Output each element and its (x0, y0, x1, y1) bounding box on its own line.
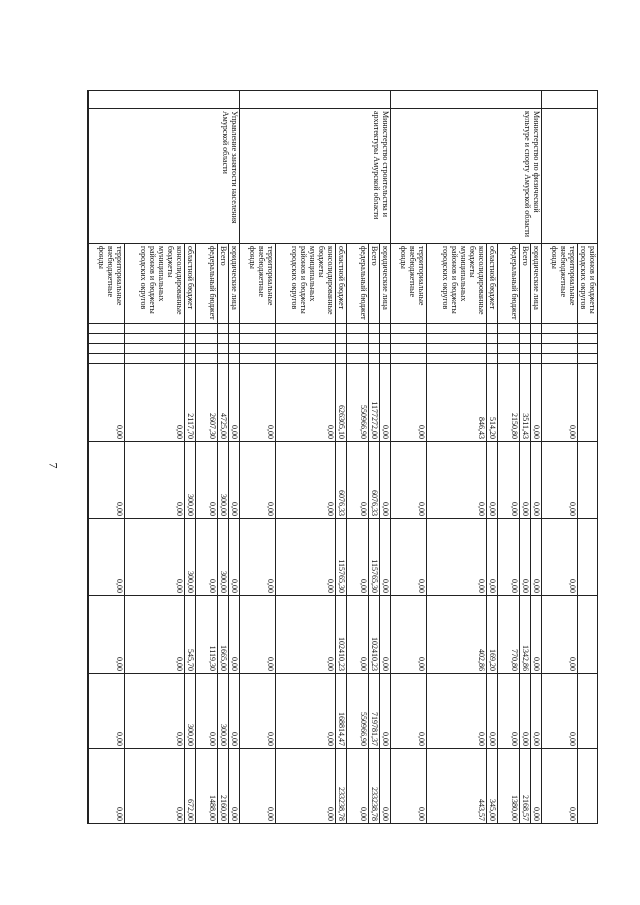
empty-narrow-cell (542, 334, 578, 344)
empty-narrow-cell (89, 334, 125, 344)
empty-narrow-cell (185, 344, 196, 354)
empty-narrow-cell (240, 324, 276, 334)
value-cell: 2150,80 (498, 364, 520, 442)
empty-narrow-cell (578, 344, 598, 354)
value-cell: 0,00 (531, 749, 542, 824)
value-cell: 0,00 (347, 442, 369, 519)
value-cell: 0,00 (380, 442, 391, 519)
value-cell: 0,00 (391, 442, 427, 519)
blank-cell (88, 91, 89, 109)
blank-cell (88, 324, 89, 334)
value-cell: 0,00 (89, 596, 125, 674)
empty-narrow-cell (218, 334, 229, 344)
empty-narrow-cell (125, 344, 185, 354)
empty-narrow-cell (520, 344, 531, 354)
value-cell: 0,00 (542, 749, 578, 824)
value-cell: 0,00 (427, 442, 487, 519)
value-cell: 514,20 (487, 364, 498, 442)
value-cell: 0,00 (380, 749, 391, 824)
empty-narrow-cell (229, 324, 240, 334)
value-cell: 1665,00 (218, 596, 229, 674)
value-cell: 0,00 (531, 442, 542, 519)
value-cell: 0,00 (542, 364, 578, 442)
empty-narrow-cell (391, 334, 427, 344)
value-cell: 300,00 (218, 442, 229, 519)
value-cell: 0,00 (89, 364, 125, 442)
empty-narrow-cell (520, 324, 531, 334)
empty-narrow-cell (369, 344, 380, 354)
value-cell: 0,00 (542, 519, 578, 596)
value-cell: 102410,23 (369, 596, 380, 674)
empty-narrow-cell (427, 324, 487, 334)
empty-narrow-cell (578, 354, 598, 364)
value-cell: 0,00 (125, 442, 185, 519)
empty-narrow-cell (542, 354, 578, 364)
table-row (531, 91, 542, 824)
value-cell: 0,00 (229, 364, 240, 442)
value-cell: 0,00 (380, 519, 391, 596)
blank-cell (88, 334, 89, 344)
empty-narrow-cell (196, 324, 218, 334)
value-cell: 0,00 (531, 364, 542, 442)
value-cell: 300,00 (185, 674, 196, 749)
funding-source-label: юридические лица (229, 244, 240, 324)
value-cell: 0,00 (276, 674, 336, 749)
empty-narrow-cell (487, 344, 498, 354)
value-cell: 2160,00 (218, 749, 229, 824)
empty-narrow-cell (240, 334, 276, 344)
funding-source-label: территориальные внебюджетные фонды (89, 244, 125, 324)
empty-narrow-cell (89, 354, 125, 364)
value-cell: 0,00 (196, 674, 218, 749)
value-cell: 846,43 (427, 364, 487, 442)
empty-narrow-cell (369, 324, 380, 334)
value-cell: 300,00 (185, 519, 196, 596)
value-cell: 0,00 (498, 674, 520, 749)
value-cell: 0,00 (487, 519, 498, 596)
value-cell: 0,00 (520, 519, 531, 596)
value-cell: 168814,47 (336, 674, 347, 749)
value-cell: 0,00 (531, 596, 542, 674)
empty-narrow-cell (578, 334, 598, 344)
empty-narrow-cell (125, 334, 185, 344)
value-cell: 0,00 (229, 749, 240, 824)
budget-table (87, 90, 598, 824)
funding-source-label: районов и бюджеты городских округов (578, 244, 598, 324)
empty-narrow-cell (196, 344, 218, 354)
row-index-cell (89, 91, 240, 109)
funding-source-label: юридические лица (380, 244, 391, 324)
funding-source-label: территориальные внебюджетные фонды (542, 244, 578, 324)
value-cell: 0,00 (487, 442, 498, 519)
empty-narrow-cell (336, 334, 347, 344)
empty-narrow-cell (276, 334, 336, 344)
empty-narrow-cell (347, 354, 369, 364)
value-cell: 0,00 (240, 749, 276, 824)
empty-narrow-cell (336, 344, 347, 354)
empty-narrow-cell (531, 344, 542, 354)
value-cell: 0,00 (276, 442, 336, 519)
value-cell: 0,00 (125, 596, 185, 674)
value-cell: 402,86 (427, 596, 487, 674)
funding-source-label: федеральный бюджет (347, 244, 369, 324)
value-cell: 0,00 (196, 442, 218, 519)
value-cell: 0,00 (240, 674, 276, 749)
blank-cell (88, 344, 89, 354)
value-cell: 0,00 (276, 519, 336, 596)
value-cell: 0,00 (542, 596, 578, 674)
value-cell: 0,00 (196, 519, 218, 596)
empty-narrow-cell (240, 354, 276, 364)
empty-narrow-cell (487, 354, 498, 364)
empty-narrow-cell (196, 334, 218, 344)
value-cell: 0,00 (380, 364, 391, 442)
value-cell: 1177272,00 (369, 364, 380, 442)
empty-narrow-cell (578, 324, 598, 334)
funding-source-label: Всего (218, 244, 229, 324)
empty-narrow-cell (369, 354, 380, 364)
value-cell: 1380,00 (498, 749, 520, 824)
empty-narrow-cell (487, 324, 498, 334)
value-cell: 1488,00 (196, 749, 218, 824)
value-cell: 233238,78 (336, 749, 347, 824)
empty-narrow-cell (498, 324, 520, 334)
empty-narrow-cell (89, 324, 125, 334)
empty-narrow-cell (125, 324, 185, 334)
value-cell: 233238,78 (369, 749, 380, 824)
table-row (380, 91, 391, 824)
table-row (578, 91, 598, 824)
table-row (229, 91, 240, 824)
value-cell: 0,00 (531, 519, 542, 596)
value-cell: 0,00 (531, 674, 542, 749)
value-cell (578, 596, 598, 674)
value-cell: 0,00 (347, 596, 369, 674)
value-cell: 0,00 (498, 519, 520, 596)
blank-cell (88, 442, 89, 519)
empty-narrow-cell (427, 344, 487, 354)
funding-source-label: территориальные внебюджетные фонды (391, 244, 427, 324)
funding-source-label: федеральный бюджет (196, 244, 218, 324)
value-cell: 550966,90 (347, 364, 369, 442)
empty-narrow-cell (229, 354, 240, 364)
empty-narrow-cell (427, 334, 487, 344)
value-cell: 300,00 (218, 674, 229, 749)
empty-narrow-cell (520, 354, 531, 364)
funding-source-label: областной бюджет (185, 244, 196, 324)
row-index-cell (391, 91, 542, 109)
empty-narrow-cell (196, 354, 218, 364)
blank-cell (88, 596, 89, 674)
value-cell (578, 442, 598, 519)
value-cell: 0,00 (276, 749, 336, 824)
funding-source-label: территориальные внебюджетные фонды (240, 244, 276, 324)
value-cell: 2117,70 (185, 364, 196, 442)
value-cell: 0,00 (276, 364, 336, 442)
blank-cell (88, 364, 89, 442)
empty-narrow-cell (498, 354, 520, 364)
empty-narrow-cell (347, 334, 369, 344)
table-row-blank (88, 91, 89, 824)
funding-source-label: областной бюджет (487, 244, 498, 324)
value-cell: 0,00 (89, 674, 125, 749)
value-cell: 0,00 (347, 519, 369, 596)
empty-narrow-cell (391, 344, 427, 354)
empty-narrow-cell (531, 324, 542, 334)
empty-narrow-cell (347, 324, 369, 334)
value-cell: 0,00 (89, 442, 125, 519)
value-cell (578, 364, 598, 442)
empty-narrow-cell (347, 344, 369, 354)
value-cell: 0,00 (380, 674, 391, 749)
value-cell: 300,00 (185, 442, 196, 519)
value-cell: 770,80 (498, 596, 520, 674)
value-cell: 672,00 (185, 749, 196, 824)
empty-narrow-cell (498, 334, 520, 344)
value-cell: 0,00 (520, 442, 531, 519)
funding-source-label: областной бюджет (336, 244, 347, 324)
value-cell: 0,00 (520, 674, 531, 749)
value-cell: 169,20 (487, 596, 498, 674)
empty-narrow-cell (380, 324, 391, 334)
value-cell: 0,00 (125, 519, 185, 596)
organization-cell: Министерство по физической культуре и спорту Амурской области (391, 109, 542, 244)
organization-cell: Управление занятости населения Амурской области (89, 109, 240, 244)
empty-narrow-cell (276, 354, 336, 364)
empty-narrow-cell (380, 354, 391, 364)
value-cell: 626305,10 (336, 364, 347, 442)
value-cell: 0,00 (391, 364, 427, 442)
value-cell: 115765,30 (336, 519, 347, 596)
blank-cell (88, 109, 89, 244)
empty-narrow-cell (218, 354, 229, 364)
value-cell: 0,00 (498, 442, 520, 519)
empty-narrow-cell (336, 354, 347, 364)
value-cell: 0,00 (380, 596, 391, 674)
empty-narrow-cell (240, 344, 276, 354)
value-cell: 0,00 (229, 519, 240, 596)
empty-narrow-cell (427, 354, 487, 364)
funding-source-label: консолидированные бюджеты муниципальных районов и бюджеты городских округов (125, 244, 185, 324)
empty-narrow-cell (391, 324, 427, 334)
empty-narrow-cell (229, 344, 240, 354)
blank-cell (88, 749, 89, 824)
value-cell: 0,00 (391, 674, 427, 749)
value-cell: 0,00 (229, 442, 240, 519)
empty-narrow-cell (276, 344, 336, 354)
value-cell (578, 749, 598, 824)
blank-cell (88, 244, 89, 324)
row-index-cell (542, 91, 598, 109)
empty-narrow-cell (276, 324, 336, 334)
empty-narrow-cell (487, 334, 498, 344)
value-cell: 550966,90 (347, 674, 369, 749)
value-cell: 443,57 (427, 749, 487, 824)
value-cell: 545,70 (185, 596, 196, 674)
empty-narrow-cell (185, 334, 196, 344)
empty-narrow-cell (542, 344, 578, 354)
value-cell: 0,00 (229, 596, 240, 674)
value-cell: 0,00 (240, 364, 276, 442)
value-cell: 2168,57 (520, 749, 531, 824)
value-cell: 300,00 (218, 519, 229, 596)
value-cell: 0,00 (125, 749, 185, 824)
blank-cell (88, 674, 89, 749)
value-cell: 0,00 (240, 596, 276, 674)
empty-narrow-cell (542, 324, 578, 334)
empty-narrow-cell (531, 354, 542, 364)
empty-narrow-cell (218, 324, 229, 334)
value-cell: 0,00 (276, 596, 336, 674)
funding-source-label: юридические лица (531, 244, 542, 324)
empty-narrow-cell (520, 334, 531, 344)
funding-source-label: консолидированные бюджеты муниципальных районов и бюджеты городских округов (276, 244, 336, 324)
blank-cell (88, 519, 89, 596)
value-cell: 2607,30 (196, 364, 218, 442)
value-cell: 6076,33 (336, 442, 347, 519)
value-cell: 719781,37 (369, 674, 380, 749)
empty-narrow-cell (89, 344, 125, 354)
value-cell: 0,00 (427, 519, 487, 596)
value-cell: 0,00 (542, 442, 578, 519)
value-cell: 0,00 (240, 442, 276, 519)
value-cell: 0,00 (229, 674, 240, 749)
funding-source-label: федеральный бюджет (498, 244, 520, 324)
empty-narrow-cell (369, 334, 380, 344)
value-cell (578, 674, 598, 749)
value-cell: 0,00 (391, 596, 427, 674)
empty-narrow-cell (229, 334, 240, 344)
organization-cell (542, 109, 598, 244)
value-cell: 102410,23 (336, 596, 347, 674)
empty-narrow-cell (336, 324, 347, 334)
value-cell: 1119,30 (196, 596, 218, 674)
empty-narrow-cell (531, 334, 542, 344)
value-cell: 4725,00 (218, 364, 229, 442)
value-cell: 1342,86 (520, 596, 531, 674)
funding-source-label: Всего (520, 244, 531, 324)
rotated-table-frame (97, 90, 598, 823)
value-cell: 345,00 (487, 749, 498, 824)
value-cell: 0,00 (347, 749, 369, 824)
empty-narrow-cell (125, 354, 185, 364)
page-number: 7 (46, 462, 61, 469)
funding-source-label: консолидированные бюджеты муниципальных районов и бюджеты городских округов (427, 244, 487, 324)
empty-narrow-cell (185, 324, 196, 334)
empty-narrow-cell (218, 344, 229, 354)
organization-cell: Министерство строительства и архитектуры Амурской области (240, 109, 391, 244)
empty-narrow-cell (498, 344, 520, 354)
value-cell: 0,00 (427, 674, 487, 749)
value-cell: 0,00 (89, 519, 125, 596)
value-cell: 0,00 (542, 674, 578, 749)
empty-narrow-cell (380, 334, 391, 344)
table-landscape (97, 90, 598, 823)
value-cell: 0,00 (125, 674, 185, 749)
value-cell: 6076,33 (369, 442, 380, 519)
value-cell (578, 519, 598, 596)
funding-source-label: Всего (369, 244, 380, 324)
value-cell: 0,00 (487, 674, 498, 749)
value-cell: 0,00 (89, 749, 125, 824)
empty-narrow-cell (391, 354, 427, 364)
empty-narrow-cell (185, 354, 196, 364)
empty-narrow-cell (380, 344, 391, 354)
value-cell: 3511,43 (520, 364, 531, 442)
value-cell: 0,00 (240, 519, 276, 596)
row-index-cell (240, 91, 391, 109)
value-cell: 0,00 (125, 364, 185, 442)
value-cell: 115765,30 (369, 519, 380, 596)
value-cell: 0,00 (391, 519, 427, 596)
blank-cell (88, 354, 89, 364)
value-cell: 0,00 (391, 749, 427, 824)
